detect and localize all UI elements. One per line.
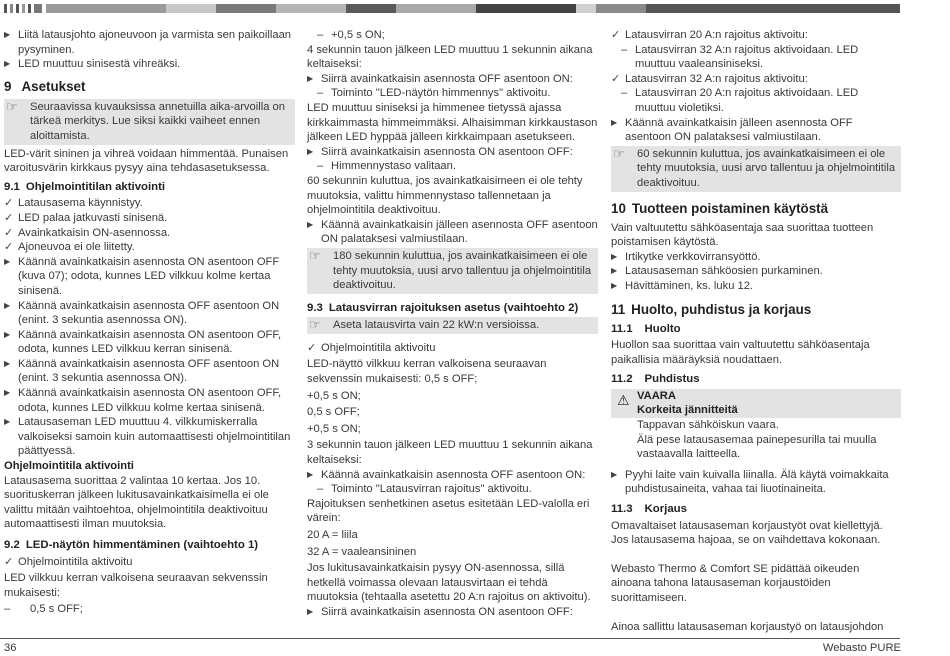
paragraph: LED muuttuu siniseksi ja himmenee tietyssä ajassa kirkkaimmasta himmeimmäksi. Alhaisimman kirkkaustason jälkeen LED hyppää jälleen kirkkaimpaan asetukseen. <box>307 101 598 144</box>
precondition-item: ✓ Latausvirran 32 A:n rajoitus aktivoitu: <box>611 72 901 87</box>
paragraph: Omavaltaiset latausaseman korjaustyöt ovat kiellettyjä. Jos latausasema hajoaa, se on vaihdettava kokonaan. <box>611 519 883 547</box>
precondition-item: ✓ LED palaa jatkuvasti sinisenä. <box>4 211 295 226</box>
paragraph: Latausasema suorittaa 2 valintaa 10 kertaa. Jos 10. suorituskerran jälkeen lukitusavainkatkaisimella ei ole valittu mitään vaihtoehtoa, ohjelmointitila deaktivoituu automaattisesti ilman muutoksia. <box>4 474 269 531</box>
precondition-item: ✓ Latausvirran 20 A:n rajoitus aktivoitu: <box>611 28 901 43</box>
instruction-step: ▶ Irtikytke verkkovirransyöttö. <box>611 250 901 265</box>
sequence-line: +0,5 s ON; <box>307 389 361 402</box>
footer-rule <box>0 638 900 639</box>
instruction-step: ▶ Siirrä avainkatkaisin asennosta ON asentoon OFF: <box>307 145 598 160</box>
paragraph: Huollon saa suorittaa vain valtuutettu sähköasentaja paikallisia määräyksiä noudattaen. <box>611 339 870 366</box>
sequence-item: – +0,5 s ON; <box>307 28 598 43</box>
note-box: ☞ 60 sekunnin kuluttua, jos avainkatkaisimeen ei ole tehty muutoksia, uusi arvo tallentuu ja ohjelmointitila deaktivoituu. <box>611 146 901 192</box>
instruction-step: ▶ Käännä avainkatkaisin asennosta OFF asentoon ON (enint. 3 sekuntia asennossa ON). <box>4 357 295 386</box>
precondition-item: ✓ Ohjelmointitila aktivoitu <box>4 555 295 570</box>
instruction-step: ▶ Käännä avainkatkaisin jälleen asennosta OFF asentoon ON palataksesi valmiustilaan. <box>611 116 901 145</box>
pointing-hand-icon: ☞ <box>309 247 321 263</box>
paragraph: Rajoituksen senhetkinen asetus esitetään LED-valolla eri värein: <box>307 497 590 525</box>
precondition-item: ✓ Ajoneuvoa ei ole liitetty. <box>4 240 295 255</box>
sequence-line: +0,5 s ON; <box>307 422 361 435</box>
result-item: – Toiminto "Latausvirran rajoitus" aktivoitu. <box>307 482 598 497</box>
column-2 <box>307 28 598 620</box>
paragraph: LED-värit sininen ja vihreä voidaan himmentää. Punaisen varoitusvärin kirkkaus pysyy aina tehdasasetuksessa. <box>4 147 289 175</box>
section-heading-11: 11 Huolto, puhdistus ja korjaus <box>611 301 812 317</box>
subsection-heading-9-1: 9.1 Ohjelmointitilan aktivointi <box>4 180 166 193</box>
page-number: 36 <box>4 642 17 654</box>
paragraph: LED vilkkuu kerran valkoisena seuraavan sekvenssin mukaisesti: <box>4 572 268 599</box>
warning-subtitle: Korkeita jännitteitä <box>611 403 901 418</box>
instruction-step: ▶ Latausaseman LED muuttuu 4. vilkkumiskerralla valkoiseksi samoin kuin automaattisesti ohjelmointitilan päättyessä. <box>4 415 295 459</box>
column-3 <box>611 28 901 634</box>
warning-text: Älä pese latausasemaa painepesurilla tai muulla vastaavalla laitteella. <box>637 433 877 461</box>
pointing-hand-icon: ☞ <box>613 145 625 161</box>
instruction-step: ▶ Käännä avainkatkaisin asennosta ON asentoon OFF (kuva 07); odota, kunnes LED vilkkuu kolme kertaa sinisenä. <box>4 255 295 299</box>
paragraph: 3 sekunnin tauon jälkeen LED muuttuu 1 sekunnin aikana keltaiseksi: <box>307 439 593 467</box>
paragraph: 4 sekunnin tauon jälkeen LED muuttuu 1 sekunnin aikana keltaiseksi: <box>307 43 593 71</box>
instruction-step: ▶ LED muuttuu sinisestä vihreäksi. <box>4 57 295 72</box>
warning-text: Tappavan sähköiskun vaara. <box>637 419 779 432</box>
instruction-step: ▶ Käännä avainkatkaisin asennosta ON asentoon OFF, odota, kunnes LED vilkkuu kolme kertaa sinisenä. <box>4 386 295 415</box>
result-item: – Latausvirran 32 A:n rajoitus aktivoidaan. LED muuttuu vaaleansiniseksi. <box>611 43 901 72</box>
subsection-heading-9-3: 9.3 Latausvirran rajoituksen asetus (vaihtoehto 2) <box>307 301 579 314</box>
paragraph: Webasto Thermo & Comfort SE pidättää oikeuden ainoana tahona latausaseman korjaustöiden suorittamiseen. <box>611 562 860 604</box>
instruction-step: ▶ Käännä avainkatkaisin asennosta ON asentoon OFF, odota, kunnes LED vilkkuu kerran sinisenä. <box>4 328 295 357</box>
footer-brand: Webasto PURE <box>822 642 901 654</box>
note-box: ☞ 180 sekunnin kuluttua, jos avainkatkaisimeen ei ole tehty muutoksia, uusi arvo tallentuu ja ohjelmointitila deaktivoituu. <box>307 248 598 294</box>
warning-triangle-icon: ⚠ <box>617 391 630 408</box>
instruction-step: ▶ Latausaseman sähköosien purkaminen. <box>611 264 901 279</box>
note-box: ☞ Aseta latausvirta vain 22 kW:n versioissa. <box>307 317 598 334</box>
note-box: ☞ Seuraavissa kuvauksissa annetuilla aika-arvoilla on tärkeä merkitys. Lue siksi kaikki vaiheet ennen aloittamista. <box>4 99 295 145</box>
instruction-step: ▶ Käännä avainkatkaisin asennosta OFF asentoon ON (enint. 3 sekuntia asennossa ON). <box>4 299 295 328</box>
subsection-heading-11-2: 11.2 Puhdistus <box>611 373 700 386</box>
section-heading-10: 10 Tuotteen poistaminen käytöstä <box>611 200 829 216</box>
header-bar <box>0 4 900 13</box>
pointing-hand-icon: ☞ <box>309 317 321 333</box>
precondition-item: ✓ Ohjelmointitila aktivoitu <box>307 341 598 356</box>
instruction-step: ▶ Siirrä avainkatkaisin asennosta OFF asentoon ON: <box>307 72 598 87</box>
column-1 <box>4 28 295 617</box>
result-item: – Himmennystaso valitaan. <box>307 159 598 174</box>
paragraph: 60 sekunnin kuluttua, jos avainkatkaisimeen ei ole tehty muutoksia, valittu himmennystaso tallennetaan ja ohjelmointitila deaktivoituu. <box>307 174 583 217</box>
danger-warning <box>611 389 901 462</box>
instruction-step: ▶ Hävittäminen, ks. luku 12. <box>611 279 901 294</box>
warning-title: VAARA <box>611 389 901 404</box>
precondition-item: ✓ Avainkatkaisin ON-asennossa. <box>4 226 295 241</box>
bold-heading: Ohjelmointitila aktivointi <box>4 460 134 473</box>
color-legend-item: 32 A = vaaleansininen <box>307 545 417 558</box>
result-item: – Latausvirran 20 A:n rajoitus aktivoidaan. LED muuttuu violetiksi. <box>611 86 901 115</box>
instruction-step: ▶ Pyyhi laite vain kuivalla liinalla. Älä käytä voimakkaita puhdistusaineita, vahaa tai liuotinaineita. <box>611 468 901 497</box>
result-item: – Toiminto "LED-näytön himmennys" aktivoitu. <box>307 86 598 101</box>
section-heading-9: 9 Asetukset <box>4 78 86 94</box>
instruction-step: ▶ Käännä avainkatkaisin jälleen asennosta OFF asentoon ON palataksesi valmiustilaan. <box>307 218 598 247</box>
subsection-heading-9-2: 9.2 LED-näytön himmentäminen (vaihtoehto 1) <box>4 539 259 551</box>
precondition-item: ✓ Latausasema käynnistyy. <box>4 196 295 211</box>
instruction-step: ▶ Siirrä avainkatkaisin asennosta ON asentoon OFF: <box>307 605 598 620</box>
instruction-step: ▶ Käännä avainkatkaisin asennosta OFF asentoon ON: <box>307 468 598 483</box>
subsection-heading-11-3: 11.3 Korjaus <box>611 503 687 516</box>
paragraph: LED-näyttö vilkkuu kerran valkoisena seuraavan sekvenssin mukaisesti: 0,5 s OFF; <box>307 358 547 386</box>
subsection-heading-11-1: 11.1 Huolto <box>611 322 681 335</box>
paragraph: Jos lukitusavainkatkaisin pysyy ON-asennossa, sillä hetkellä voimassa olevaan latausvirtaan ei tehdä muutoksia (tehtaalla asetettu 20 A:n rajoitus on aktivoitu). <box>307 562 591 604</box>
paragraph: Ainoa sallittu latausaseman korjaustyö on latausjohdon <box>611 620 884 633</box>
sequence-item: – 0,5 s OFF; <box>4 602 295 617</box>
color-legend-item: 20 A = liila <box>307 529 358 541</box>
paragraph: Vain valtuutettu sähköasentaja saa suorittaa tuotteen poistamisen käytöstä. <box>611 221 874 249</box>
instruction-step: ▶ Liitä latausjohto ajoneuvoon ja varmista sen paikoillaan pysyminen. <box>4 28 295 57</box>
pointing-hand-icon: ☞ <box>6 98 18 114</box>
sequence-line: 0,5 s OFF; <box>307 406 360 419</box>
